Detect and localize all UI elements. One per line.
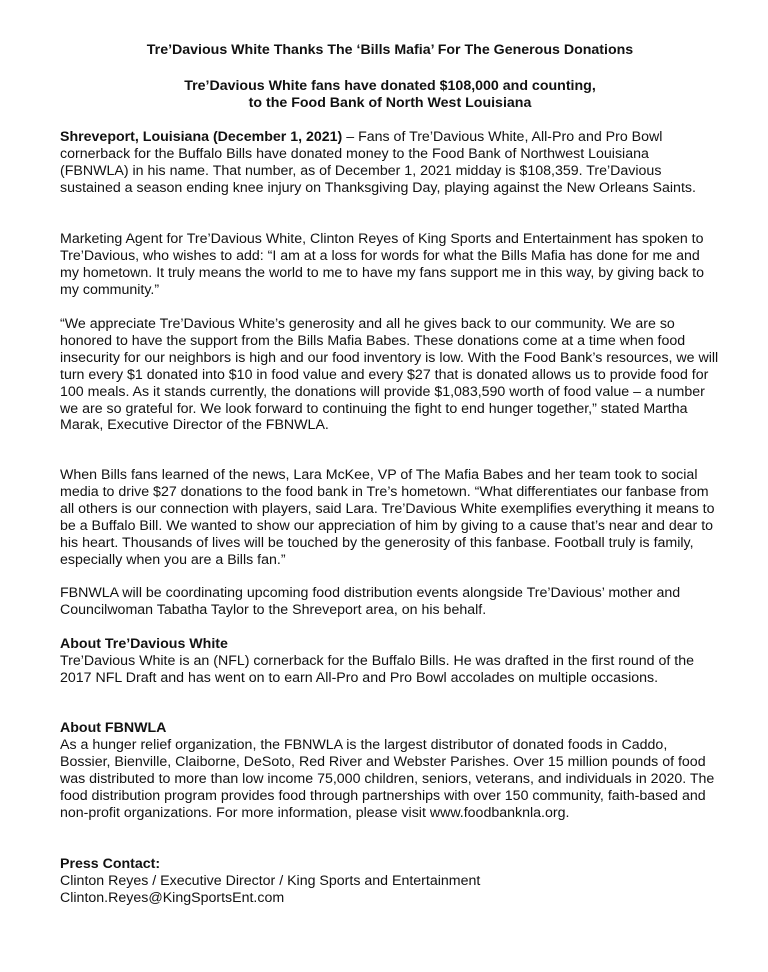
about-fbnwla-body: As a hunger relief organization, the FBNWLA is the largest distributor of donated foods in Caddo, Bossier, Bienville, Claiborne, DeSoto, Red River and Webster Parishes. Over 15 million pounds of food was distributed to more than low income 75,000 children, seniors, veterans, and individuals in 2020. The food distribution program provides food through partnerships with over 150 community, faith-based and non-profit organizations. For more information, please visit www.foodbanknla.org. xyxy=(60,736,715,821)
press-contact-section xyxy=(60,856,720,907)
about-fbnwla-heading: About FBNWLA xyxy=(60,720,167,736)
paragraph-5 xyxy=(60,585,720,619)
paragraph-2 xyxy=(60,231,720,299)
about-white-body: Tre’Davious White is an (NFL) cornerback for the Buffalo Bills. He was drafted in the first round of the 2017 NFL Draft and has went on to earn All-Pro and Pro Bowl accolades on multiple occasions. xyxy=(60,652,694,686)
headline: Tre’Davious White Thanks The ‘Bills Mafia’ For The Generous Donations xyxy=(146,42,634,58)
paragraph-3 xyxy=(60,316,720,434)
press-contact-heading: Press Contact: xyxy=(60,856,161,872)
about-white-section xyxy=(60,636,720,687)
paragraph-1 xyxy=(60,129,720,197)
press-contact-line-1: Clinton Reyes / Executive Director / King Sports and Entertainment xyxy=(60,872,481,889)
about-white-heading: About Tre’Davious White xyxy=(60,636,228,652)
subheadline-line-1: Tre’Davious White fans have donated $108,000 and counting, xyxy=(184,78,596,94)
paragraph-5-text: FBNWLA will be coordinating upcoming food distribution events alongside Tre’Davious’ mother and Councilwoman Tabatha Taylor to the Shreveport area, on his behalf. xyxy=(60,585,681,618)
dateline: Shreveport, Louisiana (December 1, 2021) xyxy=(60,129,343,145)
about-fbnwla-section xyxy=(60,720,720,821)
subheadline-line-2: to the Food Bank of North West Louisiana xyxy=(248,95,532,111)
paragraph-4 xyxy=(60,467,720,568)
paragraph-2-text: Marketing Agent for Tre’Davious White, Clinton Reyes of King Sports and Entertainment has spoken to Tre’Davious, who wishes to add: “I am at a loss for words for what the Bills Mafia has done for me and my hometown. It truly means the world to me to have my fans support me in this way, by giving back to my community.” xyxy=(60,231,704,298)
paragraph-3-text: “We appreciate Tre’Davious White’s generosity and all he gives back to our community. We are so honored to have the support from the Bills Mafia Babes. These donations come at a time when food insecurity for our neighbors is high and our food inventory is low. With the Food Bank’s resources, we will turn every $1 donated into $10 in food value and every $27 that is donated allows us to provide food for 100 meals. As it stands currently, the donations will provide $1,083,590 worth of food value – a number we are so grateful for. We look forward to continuing the fight to end hunger together,” stated Martha Marak, Executive Director of the FBNWLA. xyxy=(60,316,719,434)
paragraph-1-text: – Fans of Tre’Davious White, All-Pro and Pro Bowl cornerback for the Buffalo Bills have donated money to the Food Bank of Northwest Louisiana (FBNWLA) in his name. That number, as of December 1, 2021 midday is $108,359. Tre’Davious sustained a season ending knee injury on Thanksgiving Day, playing against the New Orleans Saints. xyxy=(60,129,696,196)
paragraph-4-text: When Bills fans learned of the news, Lara McKee, VP of The Mafia Babes and her team took to social media to drive $27 donations to the food bank in Tre’s hometown. “What differentiates our fanbase from all others is our connection with players, said Lara. Tre’Davious White exemplifies everything it means to be a Buffalo Bill. We wanted to show our appreciation of him by giving to a cause that’s near and dear to his heart. Thousands of lives will be touched by the generosity of this fanbase. Football truly is family, especially when you are a Bills fan.” xyxy=(60,467,715,568)
press-contact-email: Clinton.Reyes@KingSportsEnt.com xyxy=(60,889,285,906)
